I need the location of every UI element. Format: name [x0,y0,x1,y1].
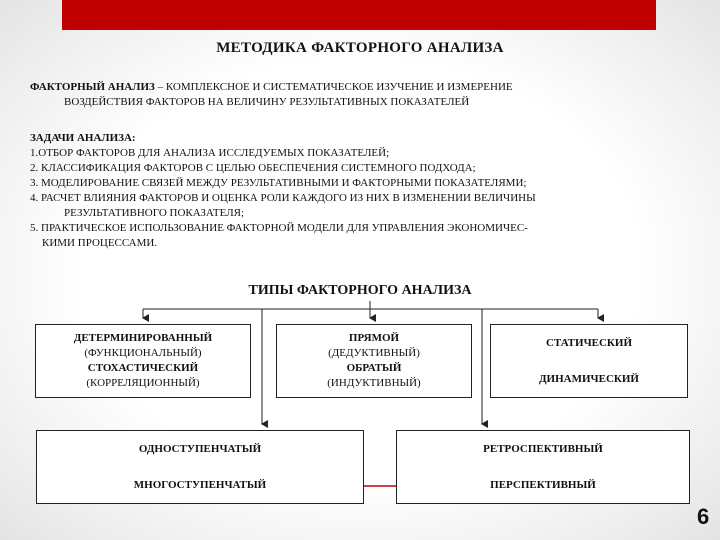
task-item: 2. КЛАССИФИКАЦИЯ ФАКТОРОВ С ЦЕЛЬЮ ОБЕСПЕЧЕНИЯ СИСТЕМНОГО ПОДХОДА; [30,162,476,174]
task-item: 4. РАСЧЕТ ВЛИЯНИЯ ФАКТОРОВ И ОЦЕНКА РОЛИ КАЖДОГО ИЗ НИХ В ИЗМЕНЕНИИ ВЕЛИЧИНЫ [30,192,536,204]
task-item: 1.ОТБОР ФАКТОРОВ ДЛЯ АНАЛИЗА ИССЛЕДУЕМЫХ ПОКАЗАТЕЛЕЙ; [30,147,390,159]
task-item: 3. МОДЕЛИРОВАНИЕ СВЯЗЕЙ МЕЖДУ РЕЗУЛЬТАТИВНЫМИ И ФАКТОРНЫМИ ПОКАЗАТЕЛЯМИ; [30,177,527,189]
box-line: РЕТРОСПЕКТИВНЫЙ [483,442,603,455]
box-line: ПРЯМОЙ [348,332,400,344]
task-item-continued: КИМИ ПРОЦЕССАМИ. [42,237,158,249]
box-line: (ДЕДУКТИВНЫЙ) [328,347,420,359]
task-item: 5. ПРАКТИЧЕСКОЕ ИСПОЛЬЗОВАНИЕ ФАКТОРНОЙ МОДЕЛИ ДЛЯ УПРАВЛЕНИЯ ЭКОНОМИЧЕС- [30,222,528,234]
type-box-static [490,324,688,398]
box-line: СТАТИЧЕСКИЙ [545,336,633,349]
box-line: ОДНОСТУПЕНЧАТЫЙ [138,442,262,455]
type-box-direct [276,324,472,398]
box-line: (ИНДУКТИВНЫЙ) [327,377,421,389]
definition-line-2: ВОЗДЕЙСТВИЯ ФАКТОРОВ НА ВЕЛИЧИНУ РЕЗУЛЬТАТИВНЫХ ПОКАЗАТЕЛЕЙ [64,96,470,108]
types-title: ТИПЫ ФАКТОРНОГО АНАЛИЗА [248,283,472,298]
page-number: 6 [697,504,710,529]
box-line: (ФУНКЦИОНАЛЬНЫЙ) [84,347,202,359]
type-box-retrospective [396,430,690,504]
type-box-single-stage [36,430,364,504]
box-line: СТОХАСТИЧЕСКИЙ [87,362,199,374]
type-box-deterministic [35,324,251,398]
box-line: МНОГОСТУПЕНЧАТЫЙ [133,478,267,491]
box-line: ДЕТЕРМИНИРОВАННЫЙ [73,332,213,344]
definition-term: ФАКТОРНЫЙ АНАЛИЗ [30,81,155,93]
box-line: ДИНАМИЧЕСКИЙ [538,372,639,385]
tasks-heading: ЗАДАЧИ АНАЛИЗА: [30,132,136,144]
page-title: МЕТОДИКА ФАКТОРНОГО АНАЛИЗА [216,40,504,56]
box-line: ПЕРСПЕКТИВНЫЙ [490,478,596,491]
box-line: ОБРАТЫЙ [346,362,402,374]
box-line: (КОРРЕЛЯЦИОННЫЙ) [86,377,200,389]
definition-text-1: – КОМПЛЕКСНОЕ И СИСТЕМАТИЧЕСКОЕ ИЗУЧЕНИЕ И ИЗМЕРЕНИЕ [154,81,513,93]
task-item-continued: РЕЗУЛЬТАТИВНОГО ПОКАЗАТЕЛЯ; [64,207,245,219]
